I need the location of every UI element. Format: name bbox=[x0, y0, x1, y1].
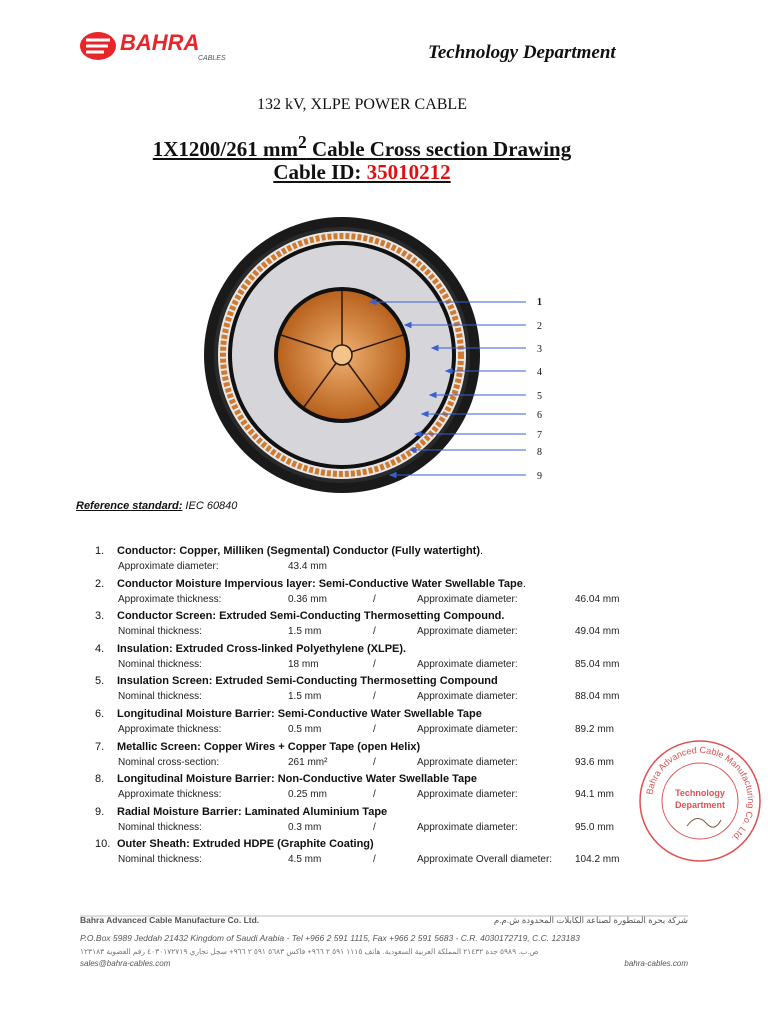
spec-detail bbox=[95, 624, 655, 641]
spec-detail-value: 0.36 mm bbox=[288, 593, 327, 605]
cable-id-label: Cable ID: bbox=[273, 160, 367, 184]
spec-detail bbox=[95, 722, 655, 739]
spec-detail-label: Nominal thickness: bbox=[118, 658, 202, 670]
spec-title: Conductor Moisture Impervious layer: Semi-Conductive Water Swellable Tape bbox=[117, 577, 523, 590]
spec-heading bbox=[95, 706, 655, 722]
spec-detail-label: Approximate thickness: bbox=[118, 789, 222, 801]
signature-mark bbox=[687, 818, 721, 827]
spec-suffix: . bbox=[480, 545, 484, 557]
spec-detail-separator: / bbox=[373, 756, 376, 768]
spec-item bbox=[95, 771, 655, 804]
reference-value: IEC 60840 bbox=[182, 500, 238, 512]
spec-number: 4. bbox=[95, 642, 105, 655]
spec-heading bbox=[95, 641, 655, 657]
spec-detail-label: Nominal thickness: bbox=[118, 626, 202, 638]
spec-detail bbox=[95, 820, 655, 837]
spec-title: Conductor: Copper, Milliken (Segmental) Conductor (Fully watertight) bbox=[117, 545, 480, 557]
spec-detail-value-2: 88.04 mm bbox=[575, 691, 620, 703]
spec-detail-label-2: Approximate diameter: bbox=[417, 658, 518, 670]
spec-heading bbox=[95, 739, 655, 755]
cable-id-line bbox=[0, 160, 724, 185]
callout-4: 4 bbox=[537, 367, 542, 378]
spec-detail-value: 43.4 mm bbox=[288, 561, 327, 572]
spec-detail-label-2: Approximate diameter: bbox=[417, 593, 518, 605]
spec-detail-value-2: 85.04 mm bbox=[575, 658, 620, 670]
spec-detail-label-2: Approximate diameter: bbox=[417, 756, 518, 768]
spec-heading bbox=[95, 771, 655, 787]
spec-title: Insulation Screen: Extruded Semi-Conducting Thermosetting Compound bbox=[117, 675, 498, 688]
footer-company-en: Bahra Advanced Cable Manufacture Co. Ltd. bbox=[80, 915, 260, 925]
spec-detail-label: Nominal thickness: bbox=[118, 821, 202, 833]
spec-detail bbox=[95, 559, 655, 576]
spec-detail-value: 18 mm bbox=[288, 658, 319, 670]
spec-title: Radial Moisture Barrier: Laminated Aluminium Tape bbox=[117, 805, 388, 818]
spec-item bbox=[95, 543, 655, 576]
spec-number: 10. bbox=[95, 838, 111, 851]
cable-cross-section-drawing bbox=[200, 205, 560, 495]
spec-detail-label: Approximate diameter: bbox=[118, 561, 219, 572]
spec-number: 8. bbox=[95, 773, 105, 786]
spec-detail-separator: / bbox=[373, 854, 376, 866]
cable-body bbox=[204, 217, 480, 493]
spec-title: Metallic Screen: Copper Wires + Copper Tape (open Helix) bbox=[117, 740, 421, 753]
spec-number: 3. bbox=[95, 610, 105, 623]
spec-detail-label-2: Approximate Overall diameter: bbox=[417, 854, 553, 866]
footer-address-ar: ص.ب. ٥٩٨٩ جدة ٢١٤٣٢ المملكة العربية السعودية. هاتف ١١١٥ ٥٩١ ٢ ٩٦٦+ فاكس ٥٦٨٣ ٥٩١ ٢ ٩٦٦+ سجل تجاري ٤٠٣٠١٧٢٧١٩ رقم العضوية ١٢٣١٨٣ bbox=[80, 947, 539, 956]
title-superscript: 2 bbox=[298, 132, 307, 152]
spec-detail-value-2: 46.04 mm bbox=[575, 593, 620, 605]
callout-5: 5 bbox=[537, 391, 542, 402]
spec-detail-label-2: Approximate diameter: bbox=[417, 821, 518, 833]
spec-detail bbox=[95, 657, 655, 674]
spec-detail-value: 0.5 mm bbox=[288, 723, 322, 735]
reference-standard bbox=[76, 500, 237, 512]
spec-detail-value: 4.5 mm bbox=[288, 854, 322, 866]
logo-subtext: CABLES bbox=[198, 55, 226, 62]
spec-number: 7. bbox=[95, 740, 105, 753]
department-heading: Technology Department bbox=[428, 42, 616, 63]
spec-heading bbox=[95, 576, 655, 592]
spec-detail-value-2: 49.04 mm bbox=[575, 626, 620, 638]
spec-title: Outer Sheath: Extruded HDPE (Graphite Coating) bbox=[117, 838, 374, 851]
spec-title: Longitudinal Moisture Barrier: Semi-Conductive Water Swellable Tape bbox=[117, 707, 482, 720]
stamp-ring-text: Bahra Advanced Cable Manufacturing Co. Ltd. bbox=[644, 744, 757, 844]
spec-detail-label: Nominal thickness: bbox=[118, 854, 202, 866]
callout-6: 6 bbox=[537, 410, 542, 421]
footer bbox=[80, 915, 688, 977]
spec-detail-label: Approximate thickness: bbox=[118, 593, 222, 605]
bahra-logo bbox=[78, 26, 288, 66]
footer-website-link[interactable]: bahra-cables.com bbox=[624, 959, 688, 968]
spec-title: Insulation: Extruded Cross-linked Polyethylene (XLPE). bbox=[117, 642, 407, 655]
spec-number: 1. bbox=[95, 545, 105, 557]
spec-title: Conductor Screen: Extruded Semi-Conducting Thermosetting Compound. bbox=[117, 610, 505, 623]
spec-detail-label-2: Approximate diameter: bbox=[417, 626, 518, 638]
spec-detail-value-2: 93.6 mm bbox=[575, 756, 614, 768]
spec-detail-value-2: 95.0 mm bbox=[575, 821, 614, 833]
spec-number: 6. bbox=[95, 707, 105, 720]
spec-detail bbox=[95, 689, 655, 706]
spec-item bbox=[95, 739, 655, 772]
spec-detail-separator: / bbox=[373, 691, 376, 703]
spec-detail-separator: / bbox=[373, 658, 376, 670]
spec-heading bbox=[95, 836, 655, 852]
spec-title: Longitudinal Moisture Barrier: Non-Conductive Water Swellable Tape bbox=[117, 773, 477, 786]
spec-detail bbox=[95, 592, 655, 609]
callout-1: 1 bbox=[537, 297, 542, 308]
spec-detail-label: Nominal cross-section: bbox=[118, 756, 220, 768]
company-stamp bbox=[637, 738, 763, 864]
spec-detail-separator: / bbox=[373, 789, 376, 801]
spec-item bbox=[95, 804, 655, 837]
spec-detail-value: 1.5 mm bbox=[288, 691, 322, 703]
spec-item bbox=[95, 641, 655, 674]
title-main: 1X1200/261 mm bbox=[152, 137, 299, 161]
spec-detail-label-2: Approximate diameter: bbox=[417, 789, 518, 801]
spec-detail-value: 0.3 mm bbox=[288, 821, 322, 833]
spec-heading bbox=[95, 673, 655, 689]
spec-detail-separator: / bbox=[373, 593, 376, 605]
spec-number: 5. bbox=[95, 675, 105, 688]
spec-detail-separator: / bbox=[373, 723, 376, 735]
spec-item bbox=[95, 706, 655, 739]
spec-detail-separator: / bbox=[373, 626, 376, 638]
spec-detail-value-2: 89.2 mm bbox=[575, 723, 614, 735]
conductor-core bbox=[332, 345, 352, 365]
spec-list bbox=[95, 543, 655, 869]
reference-label: Reference standard: bbox=[76, 500, 183, 512]
stamp-line-1: Technology bbox=[675, 788, 725, 798]
spec-detail-value-2: 94.1 mm bbox=[575, 789, 614, 801]
cable-id-value: 35010212 bbox=[366, 160, 451, 184]
spec-number: 2. bbox=[95, 577, 105, 590]
spec-detail-value-2: 104.2 mm bbox=[575, 854, 620, 866]
document-subtitle: 132 kV, XLPE POWER CABLE bbox=[257, 96, 467, 113]
document-title bbox=[0, 132, 724, 162]
spec-detail-label-2: Approximate diameter: bbox=[417, 723, 518, 735]
spec-item bbox=[95, 608, 655, 641]
spec-detail-value: 0.25 mm bbox=[288, 789, 327, 801]
spec-detail bbox=[95, 852, 655, 869]
spec-detail-label-2: Approximate diameter: bbox=[417, 691, 518, 703]
logo-text: BAHRA bbox=[120, 30, 200, 55]
spec-detail bbox=[95, 787, 655, 804]
spec-detail-value: 1.5 mm bbox=[288, 626, 322, 638]
spec-heading bbox=[95, 804, 655, 820]
spec-detail-label: Nominal thickness: bbox=[118, 691, 202, 703]
spec-detail-label: Approximate thickness: bbox=[118, 723, 222, 735]
footer-company-ar: شركة بحرة المتطورة لصناعة الكابلات المحدودة ش.م.م bbox=[493, 915, 688, 925]
spec-heading bbox=[95, 543, 655, 559]
spec-item bbox=[95, 576, 655, 609]
spec-detail-value: 261 mm² bbox=[288, 756, 328, 768]
stamp-line-2: Department bbox=[674, 800, 726, 810]
spec-detail bbox=[95, 755, 655, 772]
spec-detail-separator: / bbox=[373, 821, 376, 833]
footer-email-link[interactable]: sales@bahra-cables.com bbox=[80, 959, 171, 968]
callout-3: 3 bbox=[537, 344, 542, 355]
logo-mark-icon bbox=[80, 32, 116, 60]
spec-heading bbox=[95, 608, 655, 624]
callout-2: 2 bbox=[537, 321, 542, 332]
callout-7: 7 bbox=[537, 430, 542, 441]
footer-address-en: P.O.Box 5989 Jeddah 21432 Kingdom of Saudi Arabia - Tel +966 2 591 1115, Fax +966 2 591 5683 - C.R. 4030172719, C.C. 123183 bbox=[80, 933, 580, 943]
callout-9: 9 bbox=[537, 471, 542, 482]
spec-item bbox=[95, 673, 655, 706]
callout-8: 8 bbox=[537, 447, 542, 458]
spec-number: 9. bbox=[95, 805, 105, 818]
spec-item bbox=[95, 836, 655, 869]
title-rest: Cable Cross section Drawing bbox=[306, 137, 572, 161]
spec-suffix: . bbox=[522, 577, 526, 590]
